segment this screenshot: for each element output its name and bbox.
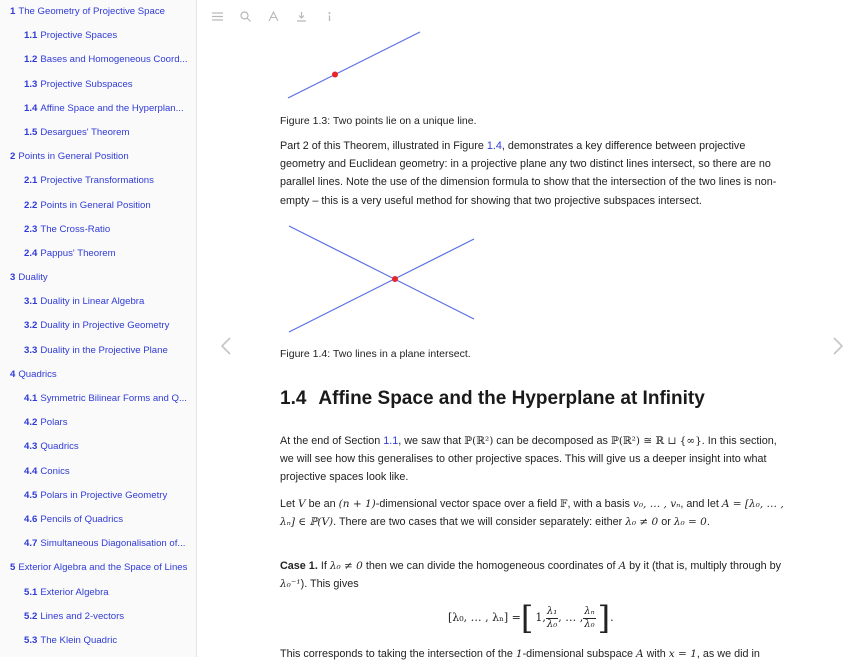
toc-item-number: 2 [10, 151, 16, 163]
toc-item-number: 1.2 [24, 54, 38, 66]
paragraph-theorem: Part 2 of this Theorem, illustrated in Figure 1.4, demonstrates a key difference between projective geometry and Euclidean geometry: in a projective plane any two distinct lines intersect, so there are no parallel lines. Note the use of the dimension formula to show that the intersection of the two lines is non-empty – this is a very useful method for showing that two projective subspaces intersect. [280, 140, 777, 207]
toc-item-number: 2.1 [24, 175, 38, 187]
toc-item-number: 5.1 [24, 586, 38, 598]
toc-item-title: Points in General Position [18, 151, 129, 163]
toc-item-2-1[interactable] [0, 169, 196, 193]
figure-1-3-point [332, 72, 338, 78]
toc-item-number: 3.2 [24, 320, 38, 332]
toc-item-number: 1 [10, 6, 16, 17]
toc-item-4-2[interactable] [0, 411, 196, 435]
figure-1-3-line [288, 32, 420, 98]
toc-item-title: The Geometry of Projective Space [18, 6, 165, 17]
toc-item-title: The Klein Quadric [40, 634, 118, 646]
toc-item-number: 3.3 [24, 344, 38, 356]
toc-item-number: 4.6 [24, 513, 38, 525]
toc-item-title: Affine Space and the Hyperplan... [40, 102, 184, 114]
toc-item-4-6[interactable] [0, 508, 196, 532]
toc-item-2-2[interactable] [0, 194, 196, 218]
toc-item-number: 1.4 [24, 102, 38, 114]
toc-list [0, 0, 196, 653]
section-heading: 1.4 Affine Space and the Hyperplane at Infinity [280, 388, 705, 409]
toc-item-number: 4.7 [24, 538, 38, 550]
toc-sidebar [0, 0, 197, 657]
toc-item-number: 5.2 [24, 610, 38, 622]
toc-item-number: 2.3 [24, 223, 38, 235]
toc-item-1-3[interactable] [0, 73, 196, 97]
toc-item-number: 3.1 [24, 296, 38, 308]
toc-item-title: Desargues' Theorem [40, 126, 130, 138]
toc-item-number: 4.4 [24, 465, 38, 477]
chevron-left-icon [219, 335, 233, 357]
toc-item-1[interactable] [0, 0, 196, 24]
toc-item-5[interactable] [0, 556, 196, 580]
toc-item-2-4[interactable] [0, 242, 196, 266]
download-icon[interactable] [294, 9, 308, 23]
toc-item-title: The Cross-Ratio [40, 223, 111, 235]
toc-item-title: Exterior Algebra and the Space of Lines [18, 562, 188, 574]
paragraph-vector-space: Let V be an (n + 1)-dimensional vector space over a field 𝔽, with a basis v₀, … , vₙ, and let A = [λ₀, … , λₙ] ∈ ℙ(V). There are two cases that we will consider separately: either λ₀ ≠ 0 or λ₀ = 0. [280, 498, 784, 529]
figure-1-4-link[interactable]: 1.4 [486, 140, 502, 152]
toc-item-4-3[interactable] [0, 435, 196, 459]
figure-1-4-line-b [289, 239, 474, 332]
toc-item-4-1[interactable] [0, 387, 196, 411]
figure-1-4-line-a [289, 226, 474, 319]
toc-item-number: 3 [10, 272, 16, 284]
toc-item-title: Duality in Projective Geometry [40, 320, 170, 332]
toc-item-4-4[interactable] [0, 460, 196, 484]
next-page-arrow[interactable] [831, 335, 845, 362]
toc-item-title: Simultaneous Diagonalisation of... [40, 538, 186, 550]
toc-item-title: Pappus' Theorem [40, 247, 116, 259]
toc-item-title: Duality [18, 272, 48, 284]
display-equation: [λ₀, … , λₙ] = [ 1, λ₁ λ₀ , … , λₙ λ₀ ] . [448, 599, 614, 637]
toc-item-title: Duality in Linear Algebra [40, 296, 145, 308]
toc-item-5-2[interactable] [0, 605, 196, 629]
font-settings-icon[interactable] [266, 9, 280, 23]
toc-item-title: Bases and Homogeneous Coord... [40, 54, 188, 66]
toc-item-4-7[interactable] [0, 532, 196, 556]
toc-item-title: Symmetric Bilinear Forms and Q... [40, 393, 187, 404]
figure-1-3-caption: Figure 1.3: Two points lie on a unique line. [280, 115, 477, 127]
toc-item-4-5[interactable] [0, 484, 196, 508]
toc-item-title: Polars [40, 417, 68, 429]
toc-item-1-5[interactable] [0, 121, 196, 145]
toc-item-1-1[interactable] [0, 24, 196, 48]
toc-item-title: Duality in the Projective Plane [40, 344, 168, 356]
toc-item-title: Points in General Position [40, 199, 151, 211]
toc-item-number: 4.5 [24, 489, 38, 501]
toc-item-title: Conics [40, 465, 70, 477]
toc-item-number: 5 [10, 562, 16, 574]
toc-item-5-3[interactable] [0, 629, 196, 653]
figure-1-4-intersection-point [392, 276, 398, 282]
toc-item-title: Projective Spaces [40, 30, 118, 42]
toc-item-3-2[interactable] [0, 314, 196, 338]
toc-item-number: 1.1 [24, 30, 38, 42]
toc-item-number: 2.2 [24, 199, 38, 211]
toc-item-number: 1.3 [24, 78, 38, 90]
toc-item-title: Pencils of Quadrics [40, 513, 123, 525]
figure-1-4-caption: Figure 1.4: Two lines in a plane intersect. [280, 348, 471, 360]
toc-item-3[interactable] [0, 266, 196, 290]
info-icon[interactable] [322, 9, 336, 23]
toc-item-title: Lines and 2-vectors [40, 610, 125, 622]
toolbar [210, 6, 336, 26]
prev-page-arrow[interactable] [219, 335, 233, 362]
toc-item-title: Quadrics [40, 441, 79, 453]
toc-item-number: 4.2 [24, 417, 38, 429]
toc-item-number: 5.3 [24, 634, 38, 646]
search-icon[interactable] [238, 9, 252, 23]
toc-item-title: Polars in Projective Geometry [40, 489, 168, 501]
toc-item-3-1[interactable] [0, 290, 196, 314]
paragraph-case-1: Case 1. If λ₀ ≠ 0 then we can divide the homogeneous coordinates of A by it (that is, multiply through by λ₀⁻¹). This gives [280, 560, 781, 591]
toc-toggle-icon[interactable] [210, 9, 224, 23]
toc-item-3-3[interactable] [0, 339, 196, 363]
figure-1-3 [280, 28, 430, 100]
section-1-1-link[interactable]: 1.1 [383, 435, 399, 447]
toc-item-1-2[interactable] [0, 48, 196, 72]
toc-item-number: 2.4 [24, 247, 38, 259]
toc-item-4[interactable] [0, 363, 196, 387]
toc-item-number: 4.3 [24, 441, 38, 453]
figure-1-4 [280, 218, 480, 338]
toc-item-title: Projective Transformations [40, 175, 154, 187]
toc-item-title: Exterior Algebra [40, 586, 109, 598]
toc-item-2-3[interactable] [0, 218, 196, 242]
chevron-right-icon [831, 335, 845, 357]
toc-item-number: 4 [10, 368, 16, 380]
paragraph-correspondence: This corresponds to taking the intersection of the 1-dimensional subspace A with x = 1, as we did in [280, 648, 760, 660]
toc-item-number: 4.1 [24, 393, 38, 404]
toc-item-5-1[interactable] [0, 581, 196, 605]
toc-item-title: Quadrics [18, 368, 57, 380]
toc-item-title: Projective Subspaces [40, 78, 133, 90]
toc-item-2[interactable] [0, 145, 196, 169]
paragraph-section-intro: At the end of Section 1.1, we saw that ℙ(ℝ²) can be decomposed as ℙ(ℝ²) ≅ ℝ ⊔ {∞}. In this section, we will see how this generalises to other projective spaces. This will give us a deeper insight into what projective spaces look like. [280, 435, 777, 484]
toc-item-1-4[interactable] [0, 97, 196, 121]
toc-item-number: 1.5 [24, 126, 38, 138]
